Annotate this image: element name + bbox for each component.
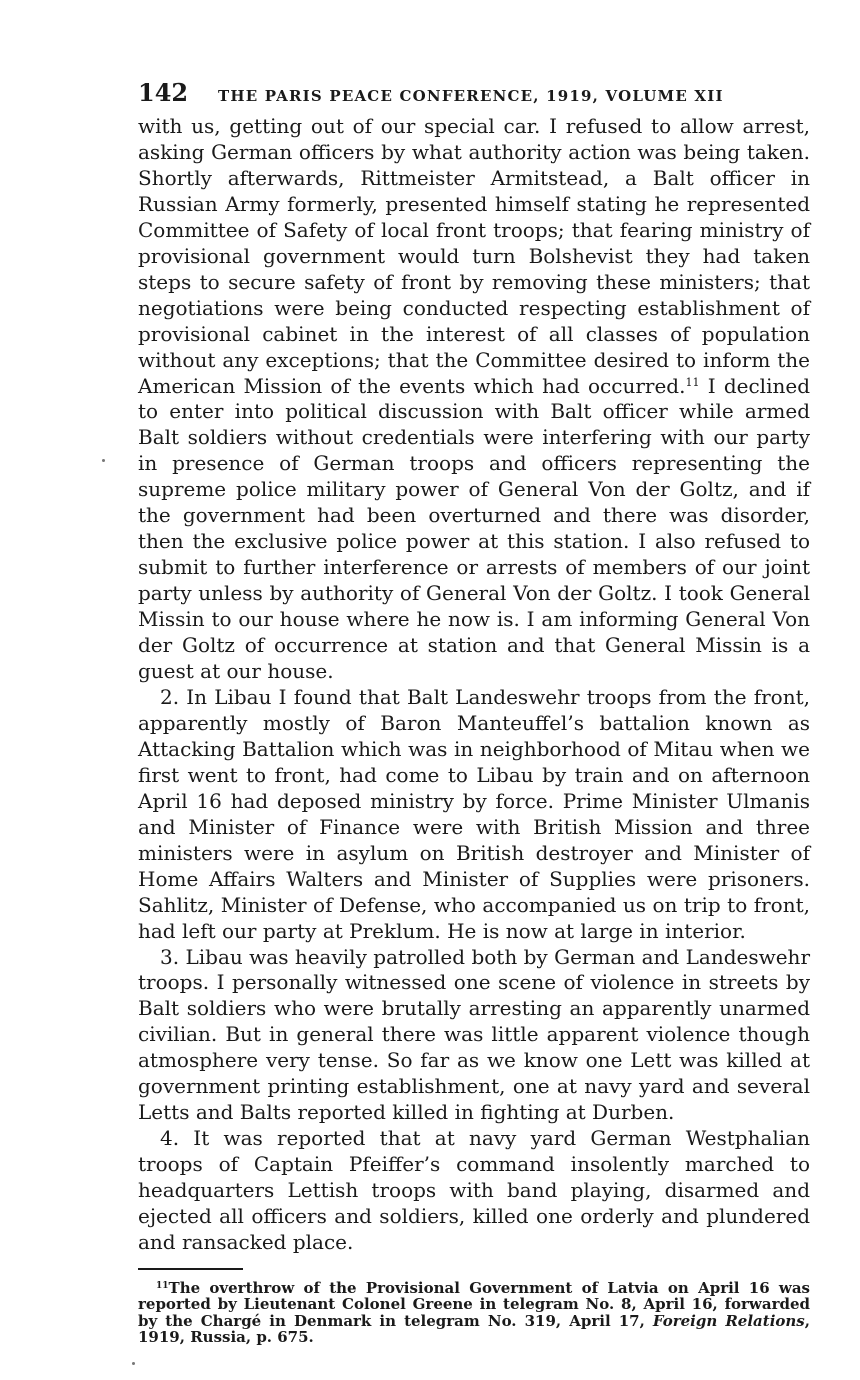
footnote-reference: 11 <box>685 375 700 389</box>
footnote-italic-title: Foreign Relations <box>652 1311 805 1330</box>
footnote-divider <box>138 1268 243 1270</box>
footnote <box>138 1280 810 1346</box>
footnote-text-after: , 1919, Russia, p. 675. <box>138 1311 810 1347</box>
paragraph-4: 4. It was reported that at navy yard German Westphalian troops of Captain Pfeiffer’s command insolently marched to headquarters Lettish troops with band playing, disarmed and ejected all officers and soldiers, killed one orderly and plundered and ransacked place. <box>138 1126 810 1254</box>
paragraph-2: 2. In Libau I found that Balt Landeswehr troops from the front, apparently mostly of Baron Manteuffel’s battalion known as Attacking Battalion which was in neighborhood of Mitau when we first went to front, had come to Libau by train and on afternoon April 16 had deposed ministry by force. Prime Minister Ulmanis and Minister of Finance were with British Mission and three ministers were in asylum on British destroyer and Minister of Home Affairs Walters and Minister of Supplies were prisoners. Sahlitz, Minister of Defense, who accompanied us on trip to front, had left our party at Preklum. He is now at large in interior. <box>138 684 810 943</box>
stray-mark <box>132 1362 135 1365</box>
paragraph-1-part1: with us, getting out of our special car. I refused to allow arrest, asking German officers by what authority action was being taken. Shortly afterwards, Rittmeister Armitstead, a Balt officer in Russian Army formerly, presented himself stating he represented Committee of Safety of local front troops; that fearing ministry of provisional government would turn Bolshevist they had taken steps to secure safety of front by removing these ministers; that negotiations were being conducted respecting establishment of provisional cabinet in the interest of all classes of population without any exceptions; that the Committee desired to inform the American Mission of the events which had occurred. <box>138 114 810 398</box>
paragraph-1-part2: I declined to enter into political discussion with Balt officer while armed Balt soldiers without credentials were interfering with our party in presence of German troops and officers representing the supreme police military power of General Von der Goltz, and if the government had been overturned and there was disorder, then the exclusive police power at this station. I also refused to submit to further interference or arrests of members of our joint party unless by authority of General Von der Goltz. I took General Missin to our house where he now is. I am informing General Von der Goltz of occurrence at station and that General Missin is a guest at our house. <box>138 373 810 684</box>
footnote-text-before: The overthrow of the Provisional Government of Latvia on April 16 was reported by Lieutenant Colonel Greene in telegram No. 8, April 16, forwarded by the Chargé in Denmark in telegram No. 319, April 17, <box>138 1278 810 1330</box>
page-header <box>138 78 810 114</box>
body-text <box>138 114 810 1256</box>
footnote-marker: 11 <box>156 1280 169 1291</box>
stray-mark <box>102 459 105 462</box>
document-page <box>138 78 810 1346</box>
running-head: THE PARIS PEACE CONFERENCE, 1919, VOLUME XII <box>218 87 724 105</box>
paragraph-1 <box>138 114 810 685</box>
page-number: 142 <box>138 78 189 107</box>
paragraph-3: 3. Libau was heavily patrolled both by German and Landeswehr troops. I personally witnessed one scene of violence in streets by Balt soldiers who were brutally arresting an apparently unarmed civilian. But in general there was little apparent violence though atmosphere very tense. So far as we know one Lett was killed at government printing establishment, one at navy yard and several Letts and Balts reported killed in fighting at Durben. <box>138 944 810 1125</box>
